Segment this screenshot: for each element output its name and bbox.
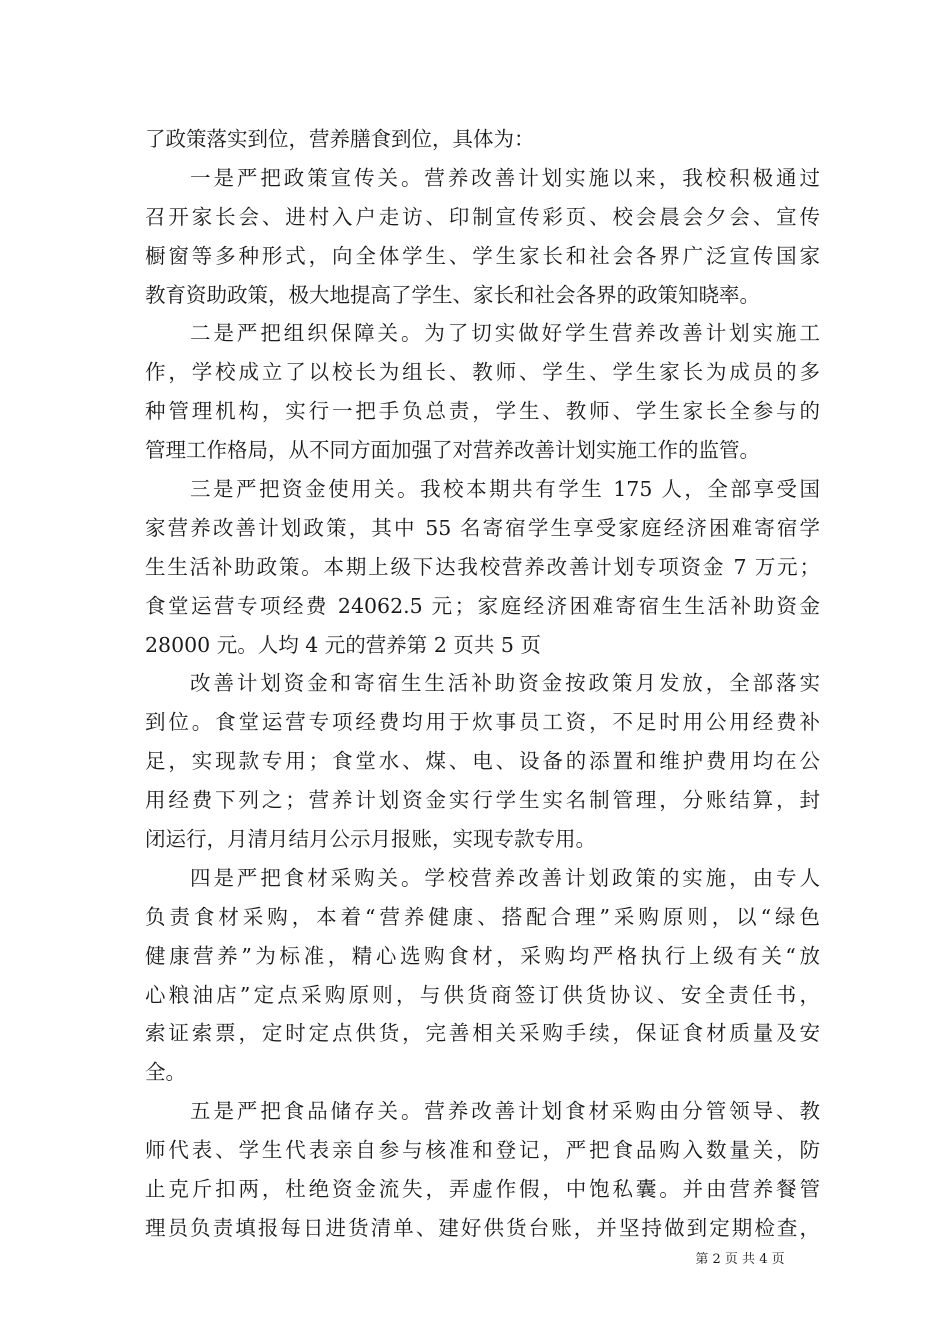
- text-line: 种管理机构，实行一把手负总责，学生、教师、学生家长全参与的: [145, 399, 820, 424]
- text-line: 师代表、学生代表亲自参与核准和登记，严把食品购入数量关，防: [145, 1138, 820, 1163]
- text-line: 改善计划资金和寄宿生生活补助资金按政策月发放，全部落实: [190, 671, 820, 696]
- text-line: 理员负责填报每日进货清单、建好供货台账，并坚持做到定期检查，: [145, 1215, 820, 1240]
- text-line: 用经费下列之；营养计划资金实行学生实名制管理，分账结算，封: [145, 788, 820, 813]
- text-line: 二是严把组织保障关。为了切实做好学生营养改善计划实施工: [190, 321, 820, 346]
- text-line: 健康营养”为标准，精心选购食材，采购均严格执行上级有关“放: [145, 943, 820, 968]
- text-line: 止克斤扣两，杜绝资金流失，弄虚作假，中饱私囊。并由营养餐管: [145, 1177, 820, 1202]
- text-line: 了政策落实到位，营养膳食到位，具体为：: [145, 127, 535, 151]
- text-line: 橱窗等多种形式，向全体学生、学生家长和社会各界广泛宣传国家: [145, 243, 820, 268]
- text-line: 五是严把食品储存关。营养改善计划食材采购由分管领导、教: [190, 1099, 820, 1124]
- text-line: 足，实现款专用；食堂水、煤、电、设备的添置和维护费用均在公: [145, 749, 820, 774]
- document-body: [145, 120, 820, 1248]
- text-line: 生生活补助政策。本期上级下达我校营养改善计划专项资金 7 万元；: [145, 554, 820, 579]
- text-line: 索证索票，定时定点供货，完善相关采购手续，保证食材质量及安: [145, 1021, 820, 1046]
- text-line: 召开家长会、进村入户走访、印制宣传彩页、校会晨会夕会、宣传: [145, 204, 820, 229]
- text-line: 一是严把政策宣传关。营养改善计划实施以来，我校积极通过: [190, 165, 820, 190]
- text-line: 闭运行，月清月结月公示月报账，实现专款专用。: [145, 827, 596, 852]
- text-line: 负责食材采购，本着“营养健康、搭配合理”采购原则，以“绿色: [145, 904, 820, 929]
- text-line: 四是严把食材采购关。学校营养改善计划政策的实施，由专人: [190, 865, 820, 890]
- text-line: 家营养改善计划政策，其中 55 名寄宿学生享受家庭经济困难寄宿学: [145, 515, 820, 540]
- text-line: 作，学校成立了以校长为组长、教师、学生、学生家长为成员的多: [145, 360, 820, 385]
- text-line: 食堂运营专项经费 24062.5 元；家庭经济困难寄宿生生活补助资金: [145, 593, 820, 618]
- text-line: 三是严把资金使用关。我校本期共有学生 175 人，全部享受国: [190, 477, 820, 502]
- text-line: 全。: [145, 1060, 186, 1085]
- text-line: 教育资助政策，极大地提高了学生、家长和社会各界的政策知晓率。: [145, 282, 760, 307]
- text-line: 心粮油店”定点采购原则，与供货商签订供货协议、安全责任书，: [145, 982, 820, 1007]
- text-line: 管理工作格局，从不同方面加强了对营养改善计划实施工作的监管。: [145, 438, 760, 463]
- text-line: 到位。食堂运营专项经费均用于炊事员工资，不足时用公用经费补: [145, 710, 820, 735]
- text-line: 28000 元。人均 4 元的营养第 2 页共 5 页: [145, 632, 541, 657]
- page-number-label: 第 2 页 共 4 页: [695, 1252, 785, 1267]
- page-footer: [0, 1248, 950, 1267]
